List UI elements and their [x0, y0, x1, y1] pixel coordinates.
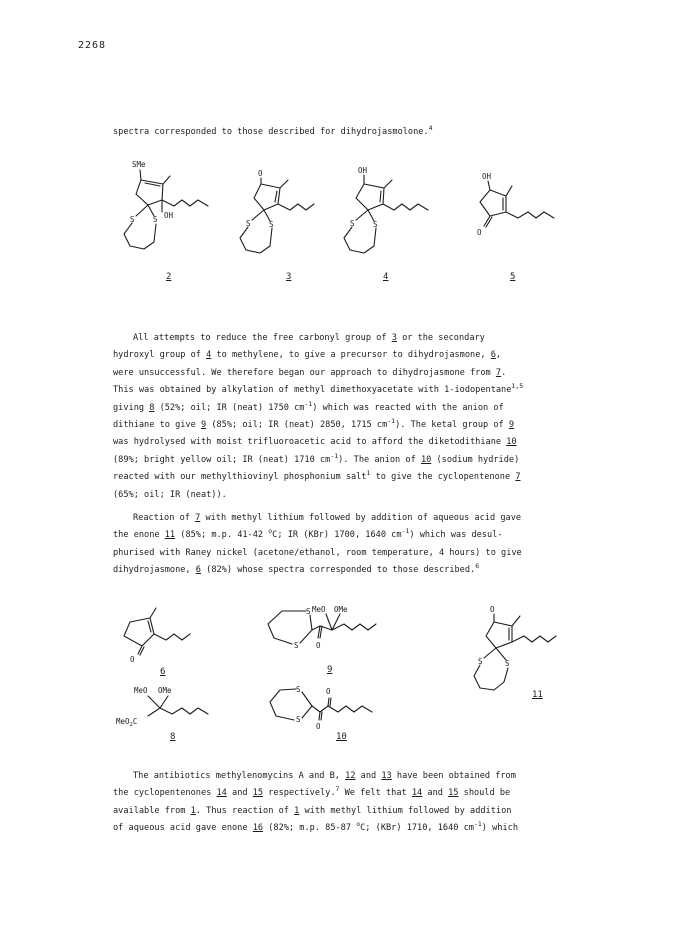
- structure-compound-9: [262, 602, 392, 657]
- s-atom-label: S: [153, 215, 158, 224]
- meo2c-label: MeO: [116, 717, 130, 726]
- compound-label-10: 10: [336, 732, 347, 742]
- compound-label-3: 3: [286, 272, 292, 282]
- structure-compound-2: [118, 160, 238, 260]
- ome-label: OMe: [334, 605, 348, 614]
- s-atom-label: S: [130, 215, 135, 224]
- compound-label-11: 11: [532, 690, 543, 700]
- oh-atom-label: OH: [482, 172, 492, 181]
- compound-label-4: 4: [383, 272, 389, 282]
- s-atom-label: S: [478, 657, 483, 666]
- s-atom-label: S: [296, 715, 301, 724]
- intro-line: spectra corresponded to those described for dihydrojasmolone.$^4$: [113, 124, 433, 137]
- paragraph-3: The antibiotics methylenomycins A and B, 12 and 13 have been obtained from the cyclopentenones 14 and 15 respectively.$^7$ We felt that 14 and 15 should be available from 1. Thus reaction of 1 with methyl lithium followed by addition of aqueous acid gave enone 16 (82%; m.p. 85-87 $^o$C; (KBr) 1710, 1640 $cm^{-1}$) which: [113, 771, 518, 834]
- s-atom-label: S: [505, 659, 510, 668]
- structure-compound-6: [116, 600, 226, 670]
- structure-compound-3: [232, 160, 342, 260]
- compound-label-6: 6: [160, 667, 166, 677]
- meo-label: MeO: [312, 605, 326, 614]
- structure-compound-10: [262, 684, 392, 734]
- s-atom-label: S: [350, 219, 355, 228]
- o-atom-label: O: [326, 687, 331, 696]
- o-atom-label: O: [316, 641, 321, 650]
- page-number: 2268: [78, 40, 107, 51]
- structure-compound-8: [112, 680, 252, 730]
- s-atom-label: S: [306, 607, 311, 616]
- compound-label-5: 5: [510, 272, 516, 282]
- oh-atom-label: OH: [358, 166, 368, 175]
- oh-atom-label: OH: [164, 211, 174, 220]
- s-atom-label: S: [373, 220, 378, 229]
- structure-compound-5: [470, 160, 580, 260]
- s-atom-label: S: [294, 641, 299, 650]
- s-atom-label: S: [246, 219, 251, 228]
- compound-label-2: 2: [166, 272, 172, 282]
- structure-compound-11: [470, 600, 580, 692]
- paragraph-2: Reaction of 7 with methyl lithium followed by addition of aqueous acid gave the enone 11 (85%; m.p. 41-42 $^o$C; IR (KBr) 1700, 1640 $cm^{-1}$) which was desul- phurised with Raney nickel (acetone/ethanol, room temperature, 4 hours) to give dihydrojasmone, 6 (82%) whose spectra corresponded to those described.$^6$: [113, 513, 522, 576]
- s-atom-label: S: [296, 685, 301, 694]
- structure-compound-4: [336, 160, 451, 260]
- o-atom-label: O: [130, 655, 135, 664]
- o-atom-label: O: [316, 722, 321, 731]
- compound-label-8: 8: [170, 732, 176, 742]
- o-atom-label: O: [490, 605, 495, 614]
- compound-label-9: 9: [327, 665, 333, 675]
- meo-label: MeO: [134, 686, 148, 695]
- svg-text:MeO2C: MeO$_2$C: [116, 717, 138, 728]
- paragraph-1: All attempts to reduce the free carbonyl group of 3 or the secondary hydroxyl group of 4 to methylene, to give a precursor to dihydrojasmone, 6, were unsuccessful. We therefore began our approach to dihydrojasmone from 7. This was obtained by alkylation of methyl dimethoxyacetate with 1-iodopentane$^{1,5}$ giving 8 (52%; oil; IR (neat) 1750 $cm^{-1}$) which was reacted with the anion of dithiane to give 9 (85%; oil; IR (neat) 2850, 1715 $cm^{-1}$). The ketal group of 9 was hydrolysed with moist trifluoroacetic acid to afford the diketodithiane 10 (89%; bright yellow oil; IR (neat) 1710 $cm^{-1}$). The anion of 10 (sodium hydride) reacted with our methylthiovinyl phosphonium salt$^1$ to give the cyclopentenone 7 (65%; oil; IR (neat)).: [113, 333, 524, 500]
- sme-atom-label: SMe: [132, 160, 146, 169]
- o-atom-label: O: [258, 169, 263, 178]
- ome-label: OMe: [158, 686, 172, 695]
- o-atom-label: O: [477, 228, 482, 237]
- s-atom-label: S: [269, 220, 274, 229]
